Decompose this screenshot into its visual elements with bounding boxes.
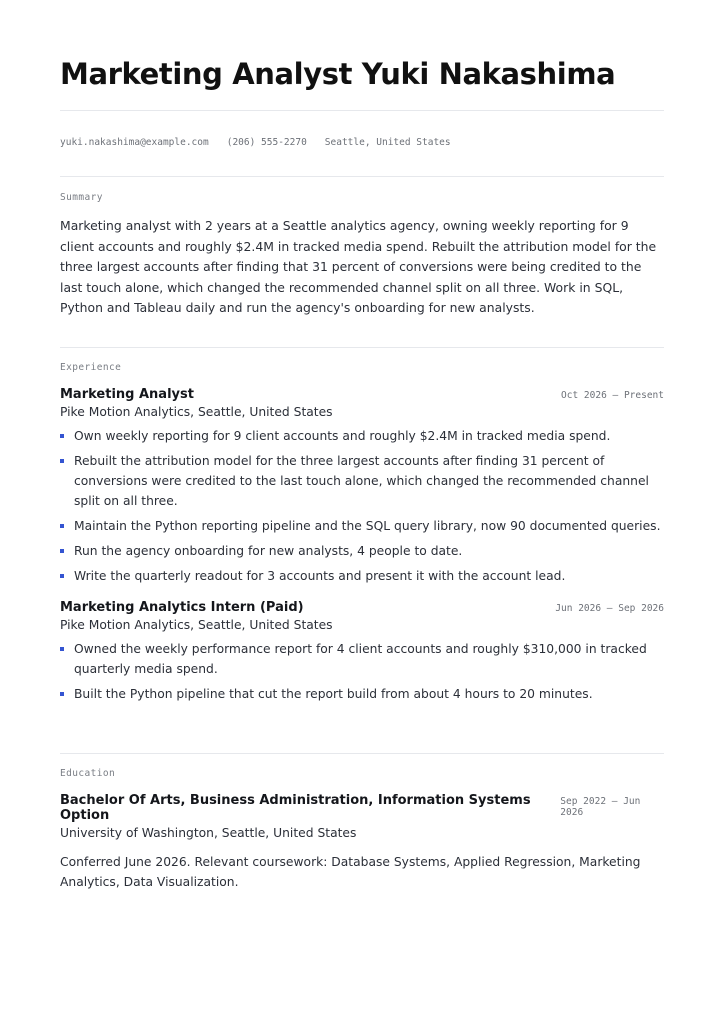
- candidate-name: Marketing Analyst Yuki Nakashima: [60, 57, 616, 91]
- contact-phone: (206) 555-2270: [226, 137, 307, 148]
- bullet-item: [60, 516, 664, 536]
- bullet-text: Built the Python pipeline that cut the report build from about 4 hours to 20 minutes.: [74, 687, 593, 701]
- bullet-text: Owned the weekly performance report for 4 client accounts and roughly $310,000 in tracked quarterly media spend.: [74, 642, 647, 676]
- job-bullets: [60, 426, 664, 586]
- bullet-text: Rebuilt the attribution model for the three largest accounts after finding 31 percent of conversions were credited to the last touch alone, which changed the recommended channel split on all three.: [74, 454, 649, 508]
- education-header: [60, 793, 664, 823]
- bullet-marker-icon: [60, 574, 64, 578]
- education-note: Conferred June 2026. Relevant coursework: Database Systems, Applied Regression, Marketing Analytics, Data Visualization.: [60, 855, 641, 889]
- bullet-text: Maintain the Python reporting pipeline and the SQL query library, now 90 documented queries.: [74, 519, 661, 533]
- section-label-experience: Experience: [60, 362, 122, 373]
- bullet-item: [60, 684, 664, 704]
- bullet-marker-icon: [60, 434, 64, 438]
- contact-line: [60, 111, 664, 176]
- education-dates: Sep 2022 — Jun 2026: [560, 796, 641, 818]
- job-header: [60, 387, 664, 402]
- summary-text: Marketing analyst with 2 years at a Seattle analytics agency, owning weekly reporting for 9 client accounts and roughly $2.4M in tracked media spend. Rebuilt the attribution model for the three largest accounts after finding that 31 percent of conversions were being credited to the last touch alone, which changed the recommended channel split on all three. Work in SQL, Python and Tableau daily and run the agency's onboarding for new analysts.: [60, 218, 657, 315]
- bullet-text: Run the agency onboarding for new analysts, 4 people to date.: [74, 544, 463, 558]
- bullet-item: [60, 541, 664, 561]
- job-bullets: [60, 639, 664, 704]
- bullet-marker-icon: [60, 524, 64, 528]
- section-label-summary: Summary: [60, 192, 103, 203]
- bullet-text: Write the quarterly readout for 3 accounts and present it with the account lead.: [74, 569, 566, 583]
- job-title: Marketing Analytics Intern (Paid): [60, 600, 304, 615]
- experience-section: [60, 348, 664, 753]
- education-section: [60, 754, 664, 892]
- summary-section: [60, 177, 664, 347]
- bullet-item: [60, 451, 664, 511]
- contact-location: Seattle, United States: [324, 137, 451, 148]
- education-institution: University of Washington, Seattle, United States: [60, 826, 357, 840]
- job-entry: [60, 387, 664, 586]
- job-dates: Jun 2026 — Sep 2026: [555, 603, 664, 614]
- job-entry: [60, 600, 664, 704]
- bullet-text: Own weekly reporting for 9 client accounts and roughly $2.4M in tracked media spend.: [74, 429, 611, 443]
- bullet-marker-icon: [60, 647, 64, 651]
- section-label-education: Education: [60, 768, 116, 779]
- job-organization: Pike Motion Analytics, Seattle, United States: [60, 405, 333, 419]
- job-dates: Oct 2026 — Present: [561, 390, 664, 401]
- bullet-marker-icon: [60, 692, 64, 696]
- job-header: [60, 600, 664, 615]
- bullet-item: [60, 639, 664, 679]
- bullet-item: [60, 566, 664, 586]
- contact-email: yuki.nakashima@example.com: [60, 137, 209, 148]
- degree-title: Bachelor Of Arts, Business Administration, Information Systems Option: [60, 793, 531, 823]
- job-organization: Pike Motion Analytics, Seattle, United States: [60, 618, 333, 632]
- job-title: Marketing Analyst: [60, 387, 194, 402]
- bullet-marker-icon: [60, 459, 64, 463]
- bullet-item: [60, 426, 664, 446]
- bullet-marker-icon: [60, 549, 64, 553]
